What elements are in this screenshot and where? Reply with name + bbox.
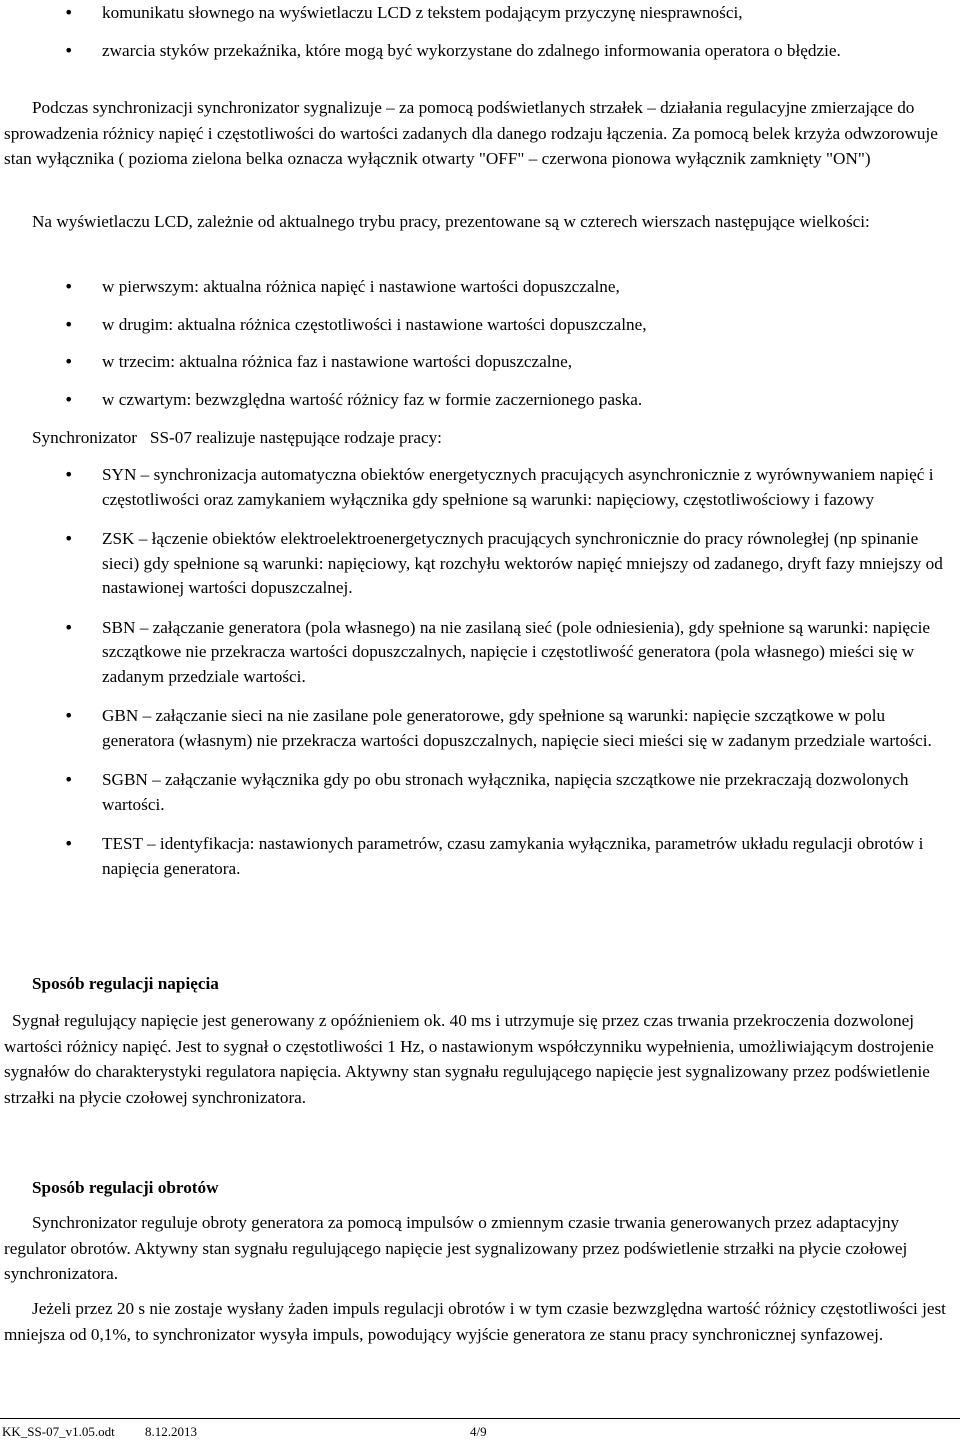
footer-filename: KK_SS-07_v1.05.odt xyxy=(2,1424,115,1439)
modes-intro: Synchronizator SS-07 realizuje następujące rodzaje pracy: xyxy=(32,428,442,447)
footer-date: 8.12.2013 xyxy=(145,1424,197,1439)
footer-page-number: 4/9 xyxy=(470,1424,487,1439)
list-item: • w czwartym: bezwzględna wartość różnicy faz w formie zaczernionego paska. xyxy=(0,388,960,413)
sync-paragraph: Podczas synchronizacji synchronizator sygnalizuje – za pomocą podświetlanych strzałek – działania regulacyjne zmierzające do sprowadzenia różnicy napięć i częstotliwości do wartości zadanych dla danego rodzaju łączenia. Za pomocą belek krzyża odwzorowuje stan wyłącznika ( pozioma zielona belka oznacza wyłącznik otwarty "OFF" – czerwona pionowa wyłącznik zamknięty "ON") xyxy=(4,98,938,168)
speed-regulation-paragraph-2: Jeżeli przez 20 s nie zostaje wysłany żaden impuls regulacji obrotów i w tym czasie bezwzględna wartość różnicy częstotliwości jest mniejsza od 0,1%, to synchronizator wysyła impuls, powodujący wyjście generatora ze stanu pracy synchronicznej synfazowej. xyxy=(4,1299,946,1344)
operating-modes-list xyxy=(0,463,950,881)
speed-regulation-paragraph: Synchronizator reguluje obroty generatora za pomocą impulsów o zmiennym czasie trwania generowanych przez adaptacyjny regulator obrotów. Aktywny stan sygnału regulującego napięcie jest sygnalizowany przez podświetlenie strzałki na płycie czołowej synchronizatora. xyxy=(4,1213,908,1283)
list-item: • TEST – identyfikacja: nastawionych parametrów, czasu zamykania wyłącznika, parametrów układu regulacji obrotów i napięcia generatora. xyxy=(0,832,950,881)
list-item: • SYN – synchronizacja automatyczna obiektów energetycznych pracujących asynchronicznie z wyrównywaniem napięć i częstotliwości oraz zamykaniem wyłącznika gdy spełnione są warunki: napięciowy, częstotliwościowy i fazowy xyxy=(0,463,950,512)
list-item: • w drugim: aktualna różnica częstotliwości i nastawione wartości dopuszczalne, xyxy=(0,313,960,338)
lcd-paragraph: Na wyświetlaczu LCD, zależnie od aktualnego trybu pracy, prezentowane są w czterech wierszach następujące wielkości: xyxy=(32,212,870,231)
list-item: • GBN – załączanie sieci na nie zasilane pole generatorowe, gdy spełnione są warunki: napięcie szczątkowe w polu generatora (własnym) nie przekracza wartości dopuszczalnych, napięcie sieci mieści się w zadanym przedziale wartości. xyxy=(0,704,950,753)
list-item: • ZSK – łączenie obiektów elektroelektroenergetycznych pracujących synchronicznie do pracy równoległej (np spinanie sieci) gdy spełnione są warunki: napięciowy, kąt rozchyłu wektorów napięć mniejszy od zadanego, dryft fazy mniejszy od nastawionej wartości dopuszczalnej. xyxy=(0,527,950,601)
voltage-regulation-heading: Sposób regulacji napięcia xyxy=(32,974,219,993)
list-item: • SGBN – załączanie wyłącznika gdy po obu stronach wyłącznika, napięcia szczątkowe nie przekraczają dozwolonych wartości. xyxy=(0,768,950,817)
list-item: • zwarcia styków przekaźnika, które mogą być wykorzystane do zdalnego informowania operatora o błędzie. xyxy=(0,39,960,64)
page-footer xyxy=(0,1418,960,1441)
speed-regulation-heading: Sposób regulacji obrotów xyxy=(32,1178,219,1197)
list-item: • komunikatu słownego na wyświetlaczu LCD z tekstem podającym przyczynę niesprawności, xyxy=(0,1,960,26)
list-item: • w trzecim: aktualna różnica faz i nastawione wartości dopuszczalne, xyxy=(0,350,960,375)
list-item: • SBN – załączanie generatora (pola własnego) na nie zasilaną sieć (pole odniesienia), gdy spełnione są warunki: napięcie szczątkowe nie przekracza wartości dopuszczalnych, napięcie i częstotliwość generatora (pola własnego) mieści się w zadanym przedziale wartości. xyxy=(0,616,950,690)
error-signal-list xyxy=(0,1,960,63)
list-item: • w pierwszym: aktualna różnica napięć i nastawione wartości dopuszczalne, xyxy=(0,275,960,300)
lcd-rows-list xyxy=(0,275,960,412)
voltage-regulation-paragraph: Sygnał regulujący napięcie jest generowany z opóźnieniem ok. 40 ms i utrzymuje się przez czas trwania przekroczenia dozwolonej wartości różnicy napięć. Jest to sygnał o częstotliwości 1 Hz, o nastawionym współczynniku wypełnienia, umożliwiającym dostrojenie sygnałów do charakterystyki regulatora napięcia. Aktywny stan sygnału regulującego napięcie jest sygnalizowany przez podświetlenie strzałki na płycie czołowej synchronizatora. xyxy=(4,1011,934,1107)
